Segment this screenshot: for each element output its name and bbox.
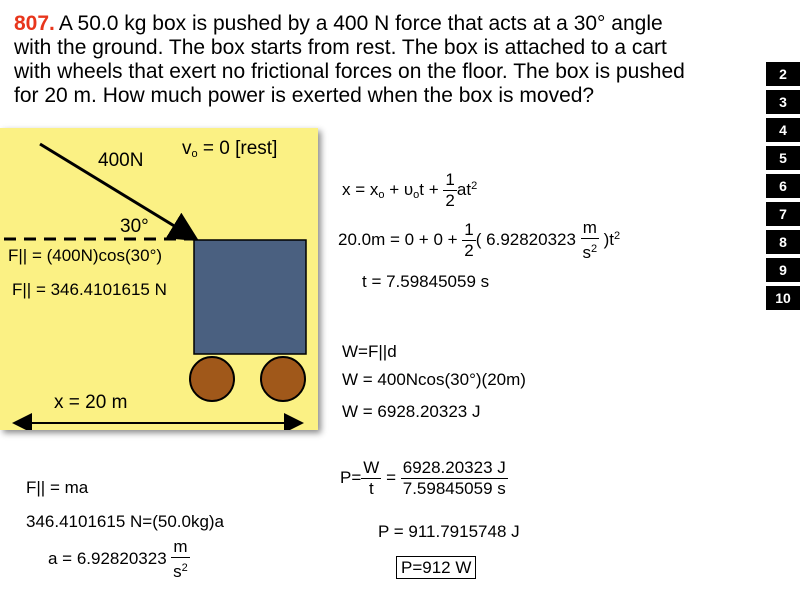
power-final-answer: P=912 W bbox=[396, 558, 476, 578]
newton-eq-2: 346.4101615 N=(50.0kg)a bbox=[26, 512, 225, 531]
problem-line-1: A 50.0 kg box is pushed by a 400 N force that acts at a 30° angle bbox=[58, 12, 663, 35]
kinematics-eq-3: t = 7.59845059 s bbox=[362, 272, 490, 291]
problem-number: 807. bbox=[14, 12, 55, 35]
v0-label: $v_o = 0$ [rest] bbox=[182, 138, 278, 160]
nav-page-4[interactable]: 4 bbox=[766, 118, 800, 142]
angle-label: 30° bbox=[120, 216, 149, 237]
accel-unit: $\frac{m}{s^2}$ bbox=[582, 218, 598, 262]
nav-page-9[interactable]: 9 bbox=[766, 258, 800, 282]
nav-page-3[interactable]: 3 bbox=[766, 90, 800, 114]
box-shape bbox=[194, 240, 306, 354]
newton-unit: $\frac{m}{s^2}$ bbox=[173, 537, 188, 581]
wheel-left bbox=[190, 357, 234, 401]
problem-statement bbox=[14, 12, 774, 108]
kinematics-eq-2: 20.0m = 0 + 0 + $\frac{1}{2}$ ( 6.92820323 $\frac{m}{s^2}$ )$t^2$ bbox=[338, 218, 621, 262]
nav-page-6[interactable]: 6 bbox=[766, 174, 800, 198]
force-diagram bbox=[0, 128, 318, 430]
fpar-eq-1: F|| = (400N)cos(30°) bbox=[8, 246, 163, 265]
half-fraction-2: $\frac{1}{2}$ bbox=[464, 220, 474, 260]
nav-page-10[interactable]: 10 bbox=[766, 286, 800, 310]
work-eq-2: W = 400Ncos(30°)(20m) bbox=[342, 370, 526, 389]
problem-line-2: with the ground. The box starts from rest. The box is attached to a cart bbox=[14, 36, 667, 59]
newton-eq-3: a = 6.92820323 $\frac{m}{s^2}$ bbox=[48, 537, 188, 581]
half-fraction: $\frac{1}{2}$ bbox=[445, 170, 455, 210]
newton-eq-1: F|| = ma bbox=[26, 478, 89, 497]
fpar-eq-2: F|| = 346.4101615 N bbox=[12, 280, 167, 299]
power-result: P = 911.7915748 J bbox=[378, 522, 520, 541]
nav-page-5[interactable]: 5 bbox=[766, 146, 800, 170]
page-nav bbox=[766, 62, 800, 314]
problem-line-4: for 20 m. How much power is exerted when the box is moved? bbox=[14, 84, 595, 107]
problem-line-3: with wheels that exert no frictional forces on the floor. The box is pushed bbox=[14, 60, 685, 83]
work-eq-1: W=F||d bbox=[342, 342, 397, 361]
nav-page-8[interactable]: 8 bbox=[766, 230, 800, 254]
w-over-t: $\frac{W}{t}$ bbox=[363, 458, 380, 498]
distance-label: x = 20 m bbox=[54, 392, 128, 413]
force-label: 400N bbox=[98, 150, 144, 171]
nav-page-7[interactable]: 7 bbox=[766, 202, 800, 226]
work-eq-3: W = 6928.20323 J bbox=[342, 402, 481, 421]
wheel-right bbox=[261, 357, 305, 401]
power-fraction: $\frac{6928.20323 J}{7.59845059 s}$ bbox=[402, 458, 506, 498]
power-eq-1: P= $\frac{W}{t}$ = $\frac{6928.20323 J}{7.59845059 s}$ bbox=[340, 458, 506, 498]
nav-page-2[interactable]: 2 bbox=[766, 62, 800, 86]
kinematics-eq-1: $x = x_o + \upsilon_ot$ + $\frac{1}{2}$ $at^2$ bbox=[342, 170, 478, 210]
diagram-svg bbox=[0, 128, 318, 430]
